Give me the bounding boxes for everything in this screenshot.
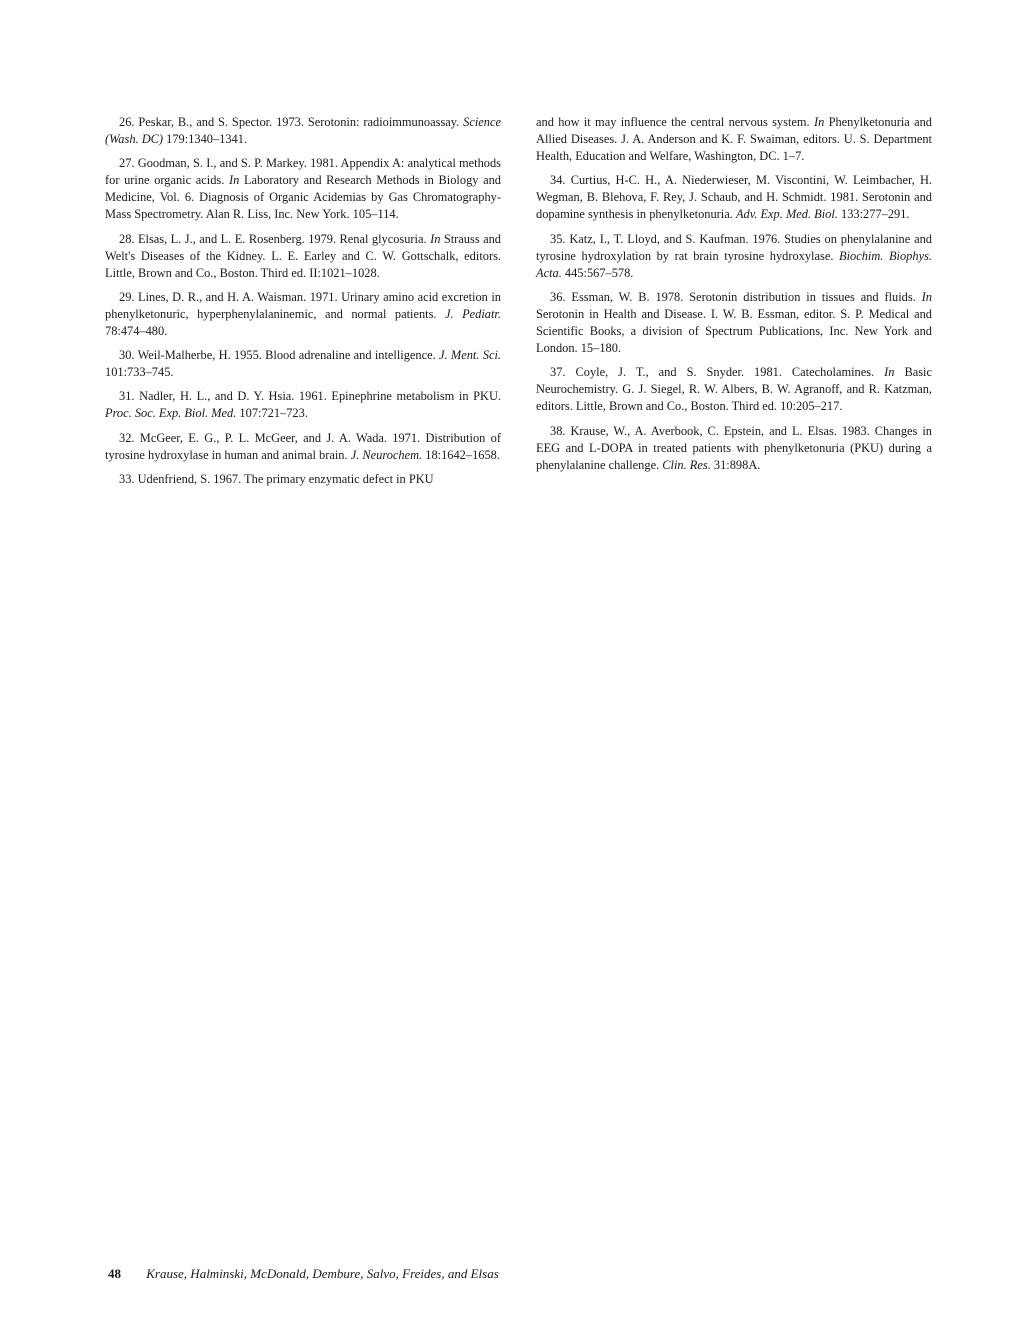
ref-text: Essman, W. B. 1978. Serotonin distribution in tissues and fluids. bbox=[565, 289, 922, 304]
ref-text: Lines, D. R., and H. A. Waisman. 1971. Urinary amino acid excretion in phenylketonuric, hyperphenylalaninemic, and normal patients. bbox=[105, 289, 501, 321]
ref-text: Udenfriend, S. 1967. The primary enzymatic defect in PKU bbox=[134, 471, 434, 486]
ref-italic: Proc. Soc. Exp. Biol. Med. bbox=[105, 406, 237, 421]
ref-text: Nadler, H. L., and D. Y. Hsia. 1961. Epinephrine metabolism in PKU. bbox=[134, 389, 501, 404]
ref-number: 36. bbox=[550, 289, 566, 304]
reference-entry bbox=[105, 430, 501, 464]
ref-tail: 31:898A. bbox=[710, 457, 761, 472]
reference-entry bbox=[536, 364, 932, 415]
reference-entry-continued bbox=[536, 114, 932, 165]
ref-tail: 445:567–578. bbox=[561, 265, 634, 280]
ref-tail: Laboratory and Research Methods in Biology and Medicine, Vol. 6. Diagnosis of Organic Acidemias by Gas Chromatography-Mass Spectrometry. Alan R. Liss, Inc. New York. 105–114. bbox=[105, 173, 501, 222]
ref-number: 38. bbox=[550, 423, 566, 438]
ref-italic: Science (Wash. DC) bbox=[105, 115, 501, 147]
reference-entry bbox=[105, 289, 501, 340]
running-footer-authors: Krause, Halminski, McDonald, Dembure, Salvo, Freides, and Elsas bbox=[146, 1266, 499, 1281]
ref-number: 32. bbox=[119, 430, 135, 445]
ref-number: 29. bbox=[119, 289, 135, 304]
reference-entry bbox=[105, 471, 501, 488]
ref-tail: 78:474–480. bbox=[105, 324, 168, 339]
reference-entry bbox=[536, 231, 932, 282]
page-footer bbox=[108, 1266, 499, 1282]
reference-entry bbox=[536, 423, 932, 474]
ref-italic: Biochim. Biophys. Acta. bbox=[536, 248, 932, 280]
ref-tail: 133:277–291. bbox=[837, 207, 910, 222]
ref-italic: Adv. Exp. Med. Biol. bbox=[735, 207, 838, 222]
ref-italic: In bbox=[228, 173, 240, 188]
ref-text: Elsas, L. J., and L. E. Rosenberg. 1979. Renal glycosuria. bbox=[134, 231, 431, 246]
ref-tail: 107:721–723. bbox=[236, 406, 308, 421]
ref-tail: 179:1340–1341. bbox=[163, 132, 248, 147]
reference-entry bbox=[105, 231, 501, 282]
ref-number: 30. bbox=[119, 348, 135, 363]
ref-text: McGeer, E. G., P. L. McGeer, and J. A. Wada. 1971. Distribution of tyrosine hydroxylase in human and animal brain. bbox=[105, 430, 501, 462]
reference-entry bbox=[105, 347, 501, 381]
ref-italic: In bbox=[921, 289, 932, 304]
ref-number: 28. bbox=[119, 231, 135, 246]
ref-text: Coyle, J. T., and S. Snyder. 1981. Catecholamines. bbox=[565, 365, 885, 380]
ref-italic: In bbox=[884, 365, 895, 380]
ref-tail: Serotonin in Health and Disease. I. W. B. Essman, editor. S. P. Medical and Scientific Books, a division of Spectrum Publications, Inc. New York and London. 15–180. bbox=[536, 306, 932, 356]
ref-text: Peskar, B., and S. Spector. 1973. Serotonin: radioimmunoassay. bbox=[134, 115, 464, 129]
reference-entry bbox=[105, 114, 501, 148]
ref-tail: 18:1642–1658. bbox=[422, 447, 500, 462]
ref-number: 27. bbox=[119, 156, 135, 171]
ref-number: 31. bbox=[119, 389, 135, 404]
ref-number: 33. bbox=[119, 471, 135, 486]
ref-italic: J. Pediatr. bbox=[445, 306, 501, 321]
reference-entry bbox=[105, 155, 501, 223]
ref-number: 26. bbox=[119, 115, 135, 129]
ref-italic: In bbox=[813, 115, 825, 129]
ref-text: Curtius, H-C. H., A. Niederwieser, M. Viscontini, W. Leimbacher, H. Wegman, B. Blehova, F. Rey, J. Schaub, and H. Schmidt. 1981. Serotonin and dopamine synthesis in phenylketonuria. bbox=[536, 173, 932, 222]
ref-number: 35. bbox=[550, 231, 566, 246]
ref-tail: Basic Neurochemistry. G. J. Siegel, R. W. Albers, B. W. Agranoff, and R. Katzman, editors. Little, Brown and Co., Boston. Third ed. 10:205–217. bbox=[536, 365, 932, 414]
reference-entry bbox=[536, 172, 932, 223]
reference-entry bbox=[536, 289, 932, 357]
ref-text: Goodman, S. I., and S. P. Markey. 1981. Appendix A: analytical methods for urine organic acids. bbox=[105, 156, 501, 188]
ref-text: Weil-Malherbe, H. 1955. Blood adrenaline and intelligence. bbox=[134, 348, 440, 363]
ref-italic: J. Neurochem. bbox=[350, 447, 423, 462]
ref-tail: Strauss and Welt's Diseases of the Kidney. L. E. Earley and C. W. Gottschalk, editors. Little, Brown and Co., Boston. Third ed. II:1021–1028. bbox=[105, 231, 501, 280]
reference-column-left bbox=[105, 114, 501, 495]
ref-number: 34. bbox=[550, 173, 566, 188]
ref-italic: J. Ment. Sci. bbox=[439, 348, 501, 363]
ref-text: Katz, I., T. Lloyd, and S. Kaufman. 1976. Studies on phenylalanine and tyrosine hydroxylation by rat brain tyrosine hydroxylase. bbox=[536, 231, 932, 263]
reference-column-right bbox=[536, 114, 932, 481]
ref-italic: In bbox=[430, 231, 441, 246]
ref-tail: Phenylketonuria and Allied Diseases. J. A. Anderson and K. F. Swaiman, editors. U. S. Department Health, Education and Welfare, Washington, DC. 1–7. bbox=[536, 115, 933, 164]
ref-text: Krause, W., A. Averbook, C. Epstein, and L. Elsas. 1983. Changes in EEG and L-DOPA in treated patients with phenylketonuria (PKU) during a phenylalanine challenge. bbox=[536, 423, 932, 472]
reference-entry bbox=[105, 388, 501, 422]
ref-number: 37. bbox=[550, 365, 566, 380]
ref-tail: 101:733–745. bbox=[105, 365, 174, 380]
ref-italic: Clin. Res. bbox=[662, 457, 711, 472]
ref-text: and how it may influence the central nervous system. bbox=[536, 115, 814, 129]
page-number: 48 bbox=[108, 1266, 121, 1281]
